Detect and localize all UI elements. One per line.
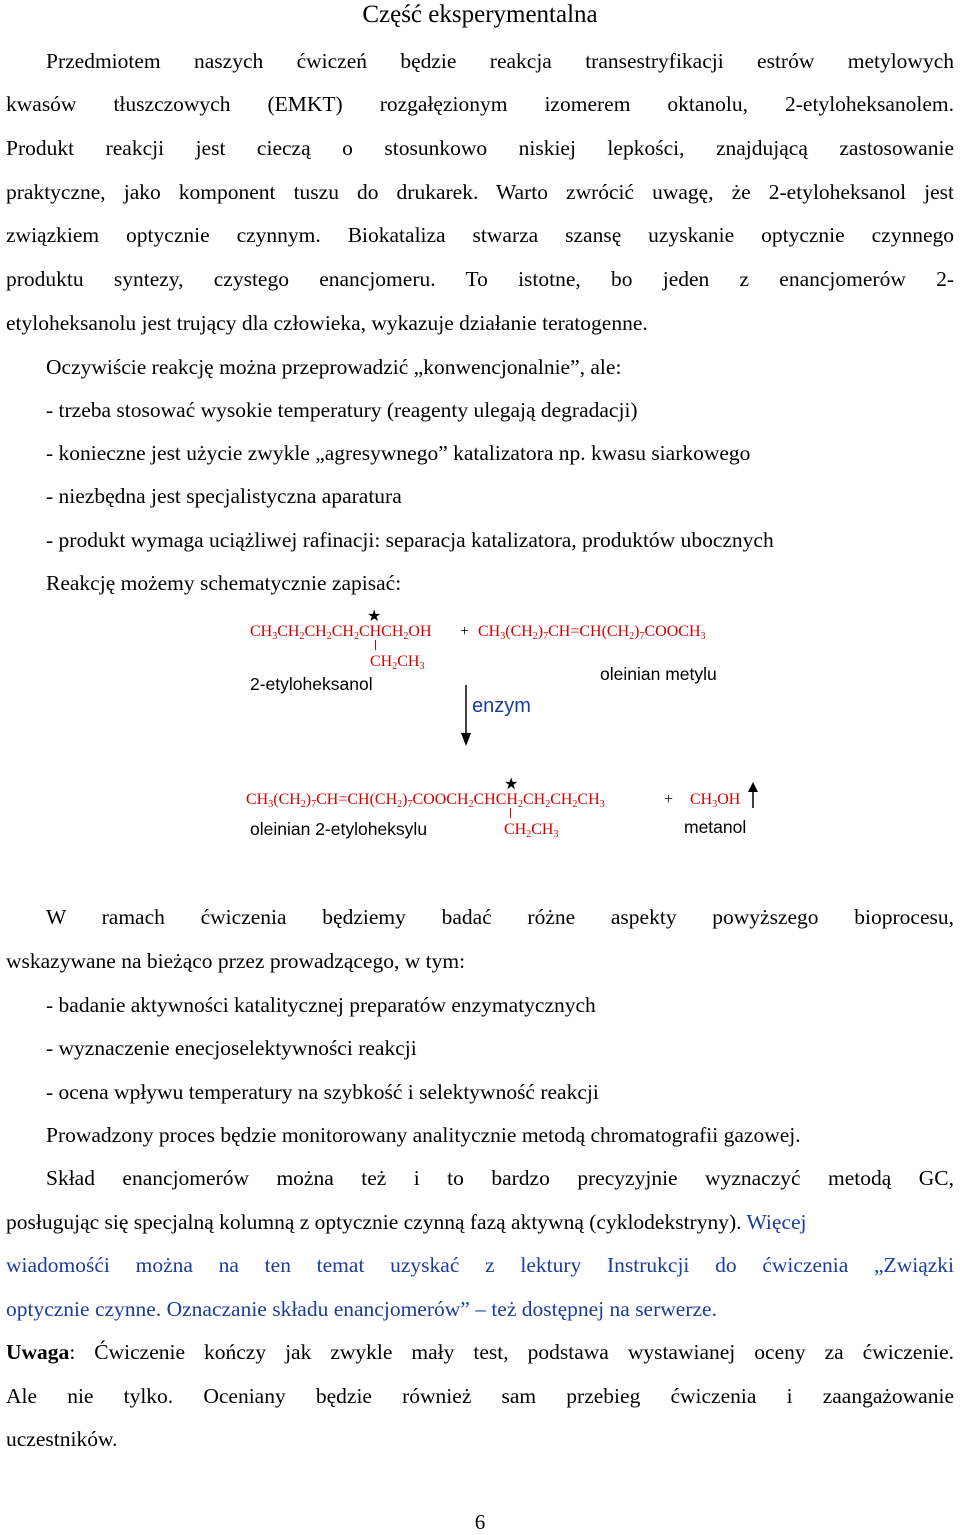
product-2-name: metanol: [684, 817, 747, 837]
note-line-2: Ale nie tylko. Oceniany będzie również sam przebieg ćwiczenia i zaangażowanie: [6, 1384, 954, 1408]
plus-2: +: [664, 791, 674, 808]
more-info-link-start[interactable]: Więcej: [741, 1210, 807, 1234]
more-info-link-line-2[interactable]: optycznie czynne. Oznaczanie składu enancjomerów” – też dostępnej na serwerze.: [6, 1297, 717, 1321]
product-1-branch: $CH_2CH_3$: [504, 821, 559, 840]
conventional-lead: Oczywiście reakcję można przeprowadzić „konwencjonalnie”, ale:: [46, 355, 622, 379]
scheme-lead: Reakcję możemy schematycznie zapisać:: [46, 571, 402, 595]
exercise-line-2: wskazywane na bieżąco przez prowadzącego, w tym:: [6, 949, 466, 973]
reactant-1-name: 2-etyloheksanol: [250, 674, 373, 694]
product-1-formula: $CH_3(CH_2)_7CH=CH(CH_2)_7COOCH_2CHCH_2CH_2CH_2CH_3$: [246, 791, 605, 810]
gas-release-arrow-icon: [747, 782, 759, 808]
gc-line-2-text: posługując się specjalną kolumną z optycznie czynną fazą aktywną (cyklodekstryny).: [6, 1210, 742, 1234]
exercise-line-1: W ramach ćwiczenia będziemy badać różne aspekty powyższego bioprocesu,: [46, 905, 954, 929]
intro-line-5: związkiem optycznie czynnym. Biokataliza stwarza szansę uzyskanie optycznie czynnego: [6, 223, 954, 247]
reactant-1-branch: $CH_2CH_3$: [370, 653, 425, 672]
product-2-formula: $CH_3OH$: [690, 791, 741, 810]
exercise-item-3: - ocena wpływu temperatury na szybkość i selektywność reakcji: [46, 1080, 599, 1104]
conventional-item-1: - trzeba stosować wysokie temperatury (reagenty ulegają degradacji): [46, 398, 638, 422]
exercise-item-2: - wyznaczenie enecjoselektywności reakcji: [46, 1036, 417, 1060]
product-stereocenter-star-icon: ★: [504, 776, 519, 793]
stereocenter-star-icon: ★: [367, 608, 382, 625]
reactant-2-formula: $CH_3(CH_2)_7CH=CH(CH_2)_7COOCH_3$: [478, 623, 706, 642]
intro-line-4: praktyczne, jako komponent tuszu do drukarek. Warto zwrócić uwagę, że 2-etyloheksanol jest: [6, 180, 954, 204]
intro-line-7: etyloheksanolu jest trujący dla człowieka, wykazuje działanie teratogenne.: [6, 311, 648, 335]
gc-line-2: [6, 1208, 954, 1236]
conventional-item-2: - konieczne jest użycie zwykle „agresywnego” katalizatora np. kwasu siarkowego: [46, 441, 751, 465]
intro-line-6: produktu syntezy, czystego enancjomeru. To istotne, bo jeden z enancjomerów 2-: [6, 267, 954, 291]
note-line-1: [6, 1338, 954, 1366]
note-text: : Ćwiczenie kończy jak zwykle mały test, podstawa wystawianej oceny za ćwiczenie.: [69, 1340, 954, 1364]
intro-line-3: Produkt reakcji jest cieczą o stosunkowo niskiej lepkości, znajdującą zastosowanie: [6, 136, 954, 160]
monitoring-sentence: Prowadzony proces będzie monitorowany analitycznie metodą chromatografii gazowej.: [46, 1123, 801, 1147]
more-info-link-line-1[interactable]: wiadomośći można na ten temat uzyskać z lektury Instrukcji do ćwiczenia „Związki: [6, 1253, 954, 1277]
note-label: Uwaga: [6, 1340, 70, 1364]
catalyst-label: enzym: [472, 695, 531, 717]
conventional-item-3: - niezbędna jest specjalistyczna aparatura: [46, 484, 402, 508]
reactant-2-name: oleinian metylu: [600, 664, 717, 684]
intro-line-1: Przedmiotem naszych ćwiczeń będzie reakcja transestryfikacji estrów metylowych: [46, 49, 954, 73]
plus-1: +: [460, 623, 470, 640]
page-number: 6: [474, 1510, 486, 1534]
product-1-bond: [510, 808, 511, 818]
conventional-item-4: - produkt wymaga uciążliwej rafinacji: separacja katalizatora, produktów ubocznych: [46, 528, 774, 552]
reactant-1-formula: $CH_3CH_2CH_2CH_2CHCH_2OH$: [250, 623, 432, 642]
page-title: Część eksperymentalna: [362, 1, 598, 28]
product-1-name: oleinian 2-etyloheksylu: [250, 819, 428, 839]
intro-line-2: kwasów tłuszczowych (EMKT) rozgałęzionym izomerem oktanolu, 2-etyloheksanolem.: [6, 92, 954, 116]
exercise-item-1: - badanie aktywności katalitycznej preparatów enzymatycznych: [46, 993, 596, 1017]
reactant-1-bond: [375, 640, 376, 650]
gc-line-1: Skład enancjomerów można też i to bardzo precyzyjnie wyznaczyć metodą GC,: [46, 1166, 954, 1190]
note-line-3: uczestników.: [6, 1427, 118, 1451]
